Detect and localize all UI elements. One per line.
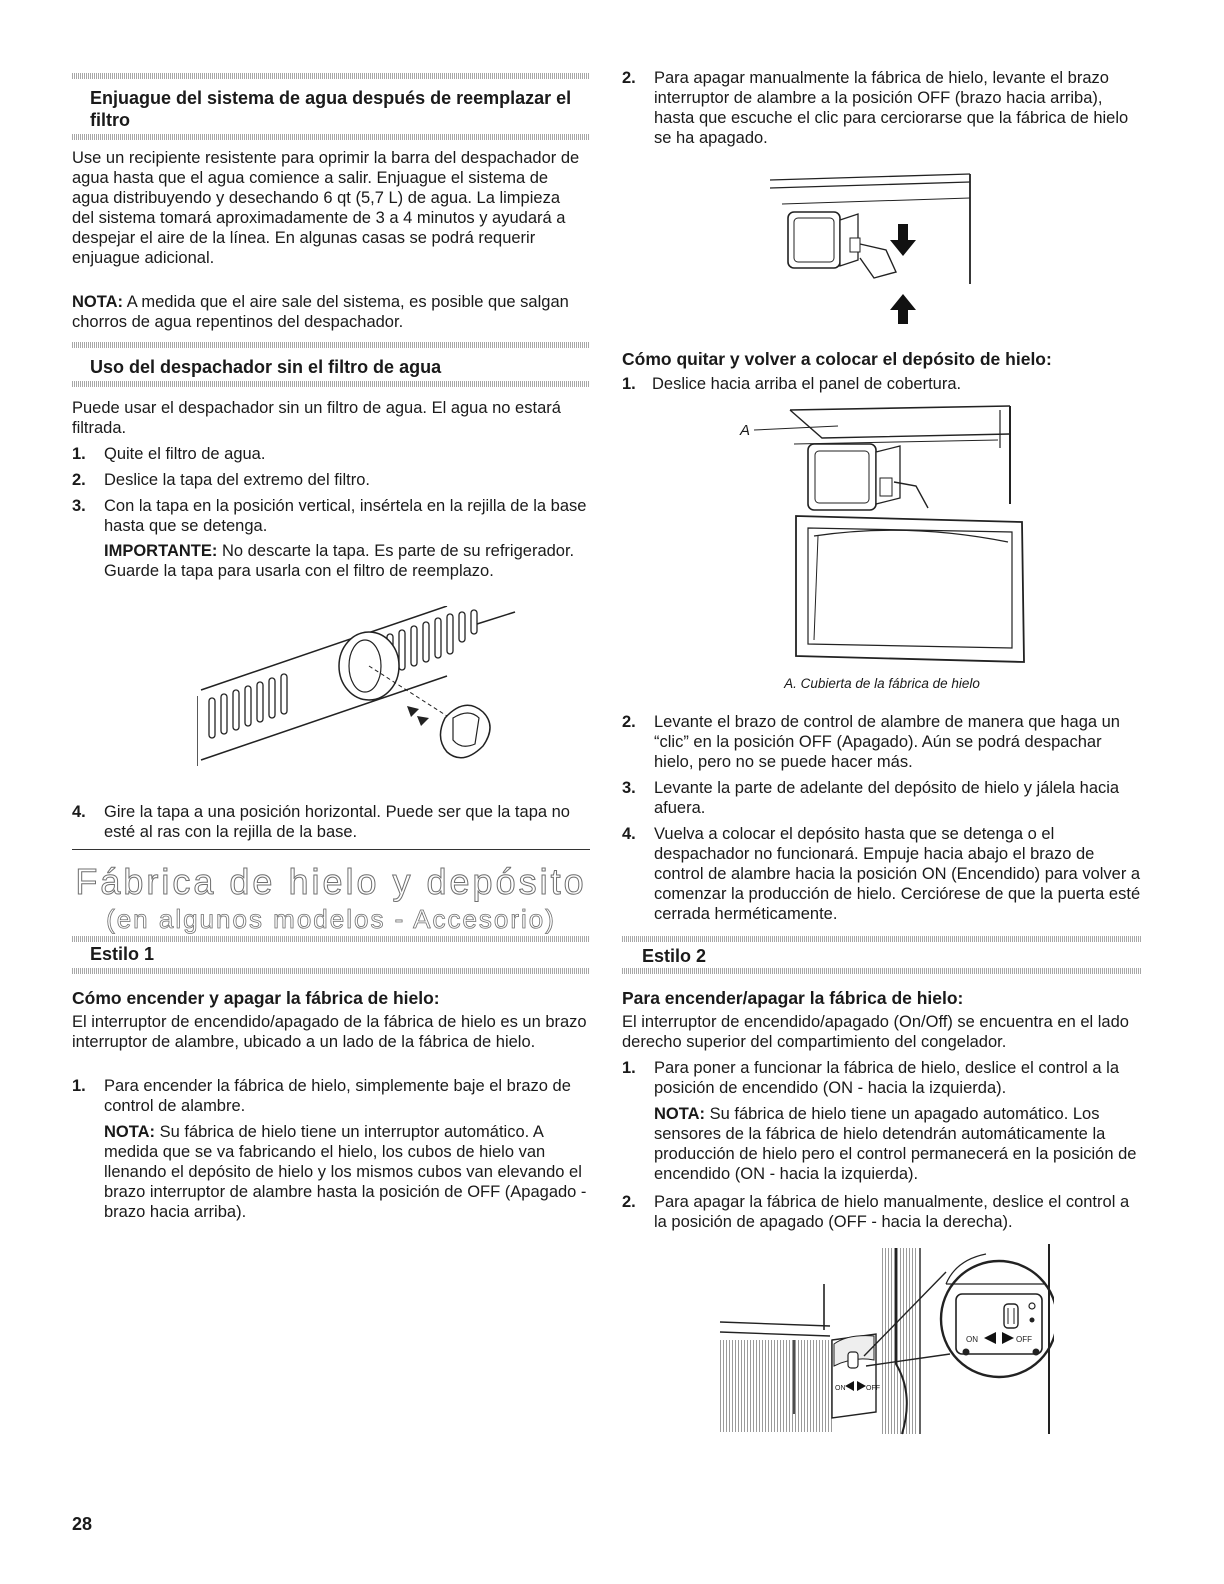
switch-on-label: ON [835,1385,846,1392]
note-text: Su fábrica de hielo tiene un interruptor automático. A medida que se va fabricando el hielo, los cubos de hielo van llenando el depósito de hielo y los mismos cubos van elevando el brazo interruptor de alambre hasta la posición de OFF (Apagado - brazo hacia arriba). [104,1123,587,1221]
procedure-title-style-1: Cómo encender y apagar la fábrica de hielo: [72,988,440,1008]
step-item [622,374,1142,394]
step-text: Deslice la tapa del extremo del filtro. [104,471,370,489]
section-divider [72,381,590,387]
step-item [622,778,1142,818]
steps-list [72,1076,590,1116]
step-item [72,444,590,464]
switch-off-label-zoom: OFF [1016,1335,1032,1344]
step-item [622,712,1142,772]
step-text: Con la tapa en la posición vertical, insértela en la rejilla de la base hasta que se detenga. [104,497,587,535]
chapter-rule [72,849,590,850]
paragraph: El interruptor de encendido/apagado (On/Off) se encuentra en el lado derecho superior del compartimiento del congelador. [622,1013,1129,1051]
step-text: Gire la tapa a una posición horizontal. Puede ser que la tapa no esté al ras con la rejilla de la base. [104,803,570,841]
steps-list [72,802,590,842]
note-paragraph [654,1104,1142,1184]
step-item [622,1058,1142,1098]
section-divider [72,73,590,79]
step-item [622,824,1142,924]
figure-caption: A. Cubierta de la fábrica de hielo [784,676,980,691]
paragraph: El interruptor de encendido/apagado de la fábrica de hielo es un brazo interruptor de alambre, ubicado a un lado de la fábrica de hielo. [72,1013,587,1051]
base-grille-illustration [197,606,527,786]
section-divider [72,936,590,942]
chapter-subtitle: (en algunos modelos - Accesorio) [106,904,556,934]
important-label: IMPORTANTE: [104,542,218,560]
note-paragraph [104,1122,590,1222]
procedure-title-style-2: Para encender/apagar la fábrica de hielo: [622,988,964,1008]
step-item [622,1192,1142,1232]
step-number: 2. [622,713,636,731]
step-item [622,68,1142,148]
note-paragraph [72,292,582,332]
steps-list [622,712,1142,930]
procedure-title-bin: Cómo quitar y volver a colocar el depósito de hielo: [622,349,1052,369]
section-divider [72,134,590,140]
step-text: Para encender la fábrica de hielo, simplemente baje el brazo de control de alambre. [104,1077,571,1115]
section-divider [622,936,1142,942]
chapter-title: Fábrica de hielo y depósito [75,861,587,902]
step-number: 3. [72,497,86,515]
step-item [72,496,590,536]
section-divider [72,968,590,974]
step-number: 1. [622,1059,636,1077]
section-divider [622,968,1142,974]
paragraph: Puede usar el despachador sin un filtro de agua. El agua no estará filtrada. [72,399,561,437]
step-item [72,802,590,842]
steps-list [622,1058,1142,1098]
step-text: Levante el brazo de control de alambre de manera que haga un “clic” en la posición OFF (Apagado). Aún se podrá despachar hielo, pero no se puede hacer más. [654,713,1120,771]
ice-bin-illustration [738,404,1028,666]
switch-on-label-zoom: ON [966,1335,978,1344]
step-number: 1. [72,445,86,463]
wire-arm-illustration [770,172,980,330]
step-item [72,1076,590,1116]
step-text: Quite el filtro de agua. [104,445,266,463]
step-number: 1. [72,1077,86,1095]
steps-list [622,68,1142,148]
step-text: Deslice hacia arriba el panel de cobertura. [652,375,962,393]
on-off-switch-illustration [714,1244,1054,1438]
step-text: Para poner a funcionar la fábrica de hielo, deslice el control a la posición de encendido (ON - hacia la izquierda). [654,1059,1120,1097]
step-text: Vuelva a colocar el depósito hasta que se detenga o el despachador no funcionará. Empuje hacia abajo el brazo de control de alambre hacia la posición ON (Encendido) para volver a comenzar la producción de hielo. Cerciórese de que la puerta esté cerrada herméticamente. [654,825,1141,923]
note-label: NOTA: [104,1123,156,1141]
style-2-title: Estilo 2 [642,946,707,966]
important-text: No descarte la tapa. Es parte de su refrigerador. Guarde la tapa para usarla con el filtro de reemplazo. [104,542,575,580]
step-text: Para apagar manualmente la fábrica de hielo, levante el brazo interruptor de alambre a la posición OFF (brazo hacia arriba), hasta que escuche el clic para cerciorarse que la fábrica de hielo se ha apagado. [654,69,1129,147]
step-number: 2. [622,69,636,87]
page-number: 28 [72,1514,93,1534]
steps-list [622,1192,1142,1232]
section-divider [72,342,590,348]
note-text: A medida que el aire sale del sistema, es posible que salgan chorros de agua repentinos del despachador. [72,293,569,331]
important-paragraph [104,541,584,581]
figure-label-a: A [740,422,751,439]
note-text: Su fábrica de hielo tiene un apagado automático. Los sensores de la fábrica de hielo detendrán automáticamente la producción de hielo pero el control permanecerá en la posición de encendido (ON - hacia la izquierda). [654,1105,1137,1183]
step-number: 2. [72,471,86,489]
step-text: Para apagar la fábrica de hielo manualmente, deslice el control a la posición de apagado (OFF - hacia la derecha). [654,1193,1130,1231]
style-1-title: Estilo 1 [90,944,155,964]
step-number: 1. [622,375,636,393]
section-title-no-filter: Uso del despachador sin el filtro de agua [90,357,442,377]
steps-list [72,444,590,542]
note-label: NOTA: [72,293,124,311]
step-text: Levante la parte de adelante del depósito de hielo y jálela hacia afuera. [654,779,1120,817]
step-number: 4. [72,803,86,821]
section-title-flush: Enjuague del sistema de agua después de reemplazar el filtro [90,88,572,130]
step-item [72,470,590,490]
note-label: NOTA: [654,1105,706,1123]
step-number: 3. [622,779,636,797]
switch-off-label: OFF [866,1385,880,1392]
step-number: 2. [622,1193,636,1211]
paragraph: Use un recipiente resistente para oprimir la barra del despachador de agua hasta que el agua comience a salir. Enjuague el sistema de agua distribuyendo y desechando 6 qt (5,7 L) de agua. La limpieza del sistema tomará aproximadamente de 3 a 4 minutos y ayudará a despejar el aire de la línea. En algunas casas se podrá requerir enjuague adicional. [72,149,580,267]
step-number: 4. [622,825,636,843]
steps-list [622,374,1142,394]
